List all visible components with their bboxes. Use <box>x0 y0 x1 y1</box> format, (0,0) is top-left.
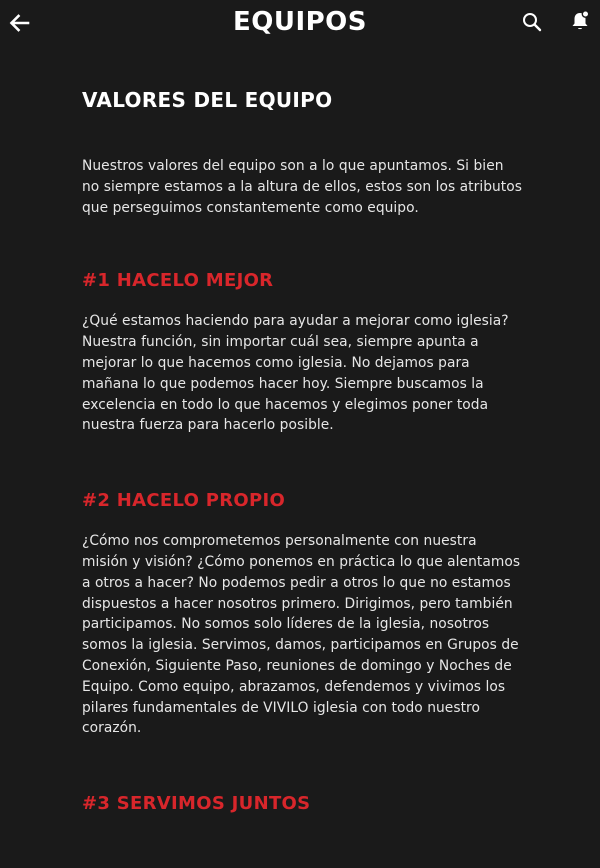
section-title: #1 HACELO MEJOR <box>82 270 274 292</box>
page-title: VALORES DEL EQUIPO <box>82 88 333 112</box>
section-value-3 <box>82 793 522 814</box>
search-icon <box>522 12 542 32</box>
section-value-1 <box>82 270 522 436</box>
main-content <box>82 88 522 868</box>
section-title: #2 HACELO PROPIO <box>82 490 286 512</box>
section-body: ¿Cómo nos comprometemos personalmente con nuestra misión y visión? ¿Cómo ponemos en práctica lo que alentamos a otros a hacer? No podemos pedir a otros lo que no estamos dispuestos a hacer nosotros primero. Dirigimos, pero también participamos. No somos solo líderes de la iglesia, nosotros somos la iglesia. Servimos, damos, participamos en Grupos de Conexión, Siguiente Paso, reuniones de domingo y Noches de Equipo. Como equipo, abrazamos, defendemos y vivimos los pilares fundamentales de VIVILO iglesia con todo nuestro corazón. <box>82 533 521 737</box>
notifications-button[interactable] <box>568 9 592 33</box>
intro-text: Nuestros valores del equipo son a lo que apuntamos. Si bien no siempre estamos a la altura de ellos, estos son los atributos que perseguimos constantemente como equipo. <box>82 158 522 216</box>
section-body: ¿Qué estamos haciendo para ayudar a mejorar como iglesia? Nuestra función, sin importar cuál sea, siempre apunta a mejorar lo que hacemos como iglesia. No dejamos para mañana lo que podemos hacer hoy. Siempre buscamos la excelencia en todo lo que hacemos y elegimos poner toda nuestra fuerza para hacerlo posible. <box>82 313 509 434</box>
section-value-2 <box>82 490 522 739</box>
top-bar <box>0 0 600 48</box>
section-title: #3 SERVIMOS JUNTOS <box>82 793 311 815</box>
search-button[interactable] <box>520 10 544 34</box>
bell-icon <box>570 10 590 32</box>
app-title: EQUIPOS <box>232 7 368 37</box>
